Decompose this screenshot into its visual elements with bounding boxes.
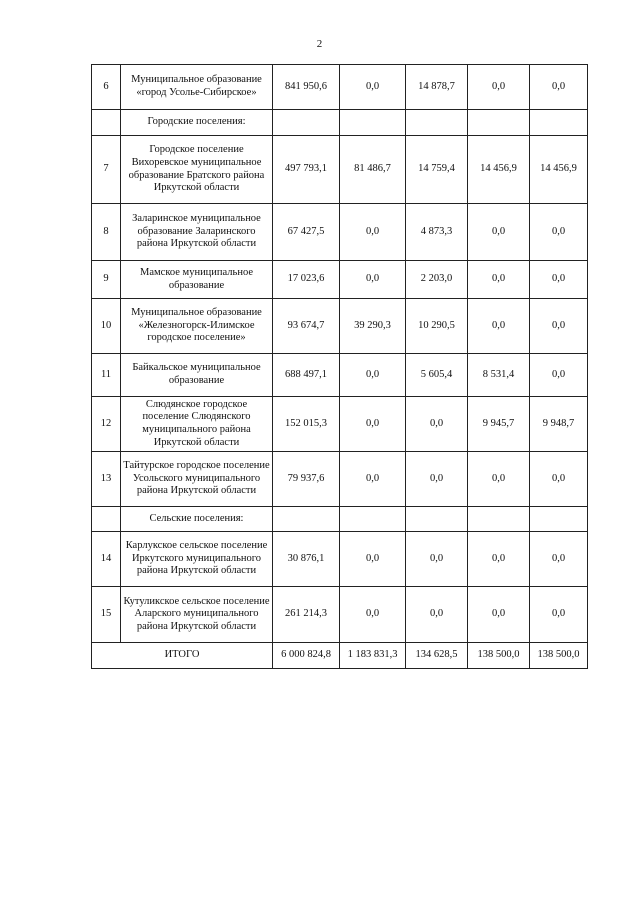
value-cell: 5 605,4 — [406, 354, 468, 397]
table-row — [92, 452, 588, 507]
municipality-name: Тайтурское городское поселение Усольского муниципального района Иркутской области — [121, 452, 273, 507]
value-cell: 0,0 — [340, 452, 406, 507]
value-cell: 0,0 — [468, 587, 530, 643]
empty-cell — [468, 110, 530, 136]
municipality-name: Карлукское сельское поселение Иркутского муниципального района Иркутской области — [121, 532, 273, 587]
value-cell: 0,0 — [468, 452, 530, 507]
empty-cell — [468, 507, 530, 532]
value-cell: 8 531,4 — [468, 354, 530, 397]
empty-cell — [273, 507, 340, 532]
municipality-name: Городское поселение Вихоревское муниципальное образование Братского района Иркутской области — [121, 136, 273, 204]
row-number: 13 — [92, 452, 121, 507]
table-row — [92, 299, 588, 354]
value-cell: 0,0 — [530, 452, 588, 507]
value-cell: 39 290,3 — [340, 299, 406, 354]
value-cell: 0,0 — [340, 587, 406, 643]
row-number: 14 — [92, 532, 121, 587]
section-row — [92, 507, 588, 532]
row-number: 7 — [92, 136, 121, 204]
value-cell: 0,0 — [340, 261, 406, 299]
value-cell: 0,0 — [406, 397, 468, 452]
municipality-name: Муниципальное образование «Железногорск-Илимское городское поселение» — [121, 299, 273, 354]
municipality-name: Байкальское муниципальное образование — [121, 354, 273, 397]
value-cell: 81 486,7 — [340, 136, 406, 204]
value-cell: 4 873,3 — [406, 204, 468, 261]
empty-cell — [530, 507, 588, 532]
value-cell: 0,0 — [406, 587, 468, 643]
value-cell: 14 878,7 — [406, 65, 468, 110]
empty-cell — [340, 507, 406, 532]
value-cell: 0,0 — [468, 65, 530, 110]
empty-cell — [92, 110, 121, 136]
municipality-name: Слюдянское городское поселение Слюдянского муниципального района Иркутской области — [121, 397, 273, 452]
row-number: 11 — [92, 354, 121, 397]
value-cell: 0,0 — [530, 261, 588, 299]
table-row — [92, 65, 588, 110]
total-value: 134 628,5 — [406, 643, 468, 669]
page-number: 2 — [316, 38, 323, 50]
value-cell: 0,0 — [340, 354, 406, 397]
table-row — [92, 204, 588, 261]
value-cell: 0,0 — [406, 452, 468, 507]
value-cell: 0,0 — [468, 261, 530, 299]
value-cell: 0,0 — [406, 532, 468, 587]
table-row — [92, 136, 588, 204]
total-value: 138 500,0 — [468, 643, 530, 669]
value-cell: 14 759,4 — [406, 136, 468, 204]
empty-cell — [406, 110, 468, 136]
empty-cell — [340, 110, 406, 136]
value-cell: 0,0 — [530, 354, 588, 397]
total-row — [92, 643, 588, 669]
value-cell: 0,0 — [340, 397, 406, 452]
municipality-name: Кутуликское сельское поселение Аларского муниципального района Иркутской области — [121, 587, 273, 643]
total-value: 6 000 824,8 — [273, 643, 340, 669]
table-row — [92, 354, 588, 397]
row-number: 6 — [92, 65, 121, 110]
value-cell: 79 937,6 — [273, 452, 340, 507]
value-cell: 497 793,1 — [273, 136, 340, 204]
value-cell: 0,0 — [530, 532, 588, 587]
value-cell: 93 674,7 — [273, 299, 340, 354]
value-cell: 0,0 — [530, 65, 588, 110]
value-cell: 67 427,5 — [273, 204, 340, 261]
value-cell: 261 214,3 — [273, 587, 340, 643]
total-label: ИТОГО — [92, 643, 273, 669]
municipality-name: Заларинское муниципальное образование Заларинского района Иркутской области — [121, 204, 273, 261]
value-cell: 9 948,7 — [530, 397, 588, 452]
value-cell: 30 876,1 — [273, 532, 340, 587]
table-row — [92, 587, 588, 643]
municipality-name: Муниципальное образование «город Усолье-Сибирское» — [121, 65, 273, 110]
value-cell: 0,0 — [530, 587, 588, 643]
row-number: 9 — [92, 261, 121, 299]
value-cell: 841 950,6 — [273, 65, 340, 110]
value-cell: 14 456,9 — [468, 136, 530, 204]
row-number: 12 — [92, 397, 121, 452]
value-cell: 0,0 — [530, 204, 588, 261]
value-cell: 688 497,1 — [273, 354, 340, 397]
value-cell: 0,0 — [468, 532, 530, 587]
value-cell: 0,0 — [340, 65, 406, 110]
table-row — [92, 261, 588, 299]
total-value: 1 183 831,3 — [340, 643, 406, 669]
empty-cell — [530, 110, 588, 136]
table-row — [92, 397, 588, 452]
value-cell: 2 203,0 — [406, 261, 468, 299]
total-value: 138 500,0 — [530, 643, 588, 669]
value-cell: 0,0 — [340, 204, 406, 261]
value-cell: 0,0 — [340, 532, 406, 587]
funding-table — [91, 64, 588, 669]
value-cell: 14 456,9 — [530, 136, 588, 204]
section-label: Сельские поселения: — [121, 507, 273, 532]
value-cell: 0,0 — [468, 299, 530, 354]
row-number: 15 — [92, 587, 121, 643]
value-cell: 9 945,7 — [468, 397, 530, 452]
table-row — [92, 532, 588, 587]
section-row — [92, 110, 588, 136]
empty-cell — [406, 507, 468, 532]
value-cell: 0,0 — [530, 299, 588, 354]
section-label: Городские поселения: — [121, 110, 273, 136]
row-number: 8 — [92, 204, 121, 261]
value-cell: 152 015,3 — [273, 397, 340, 452]
empty-cell — [92, 507, 121, 532]
value-cell: 0,0 — [468, 204, 530, 261]
empty-cell — [273, 110, 340, 136]
value-cell: 17 023,6 — [273, 261, 340, 299]
municipality-name: Мамское муниципальное образование — [121, 261, 273, 299]
value-cell: 10 290,5 — [406, 299, 468, 354]
row-number: 10 — [92, 299, 121, 354]
